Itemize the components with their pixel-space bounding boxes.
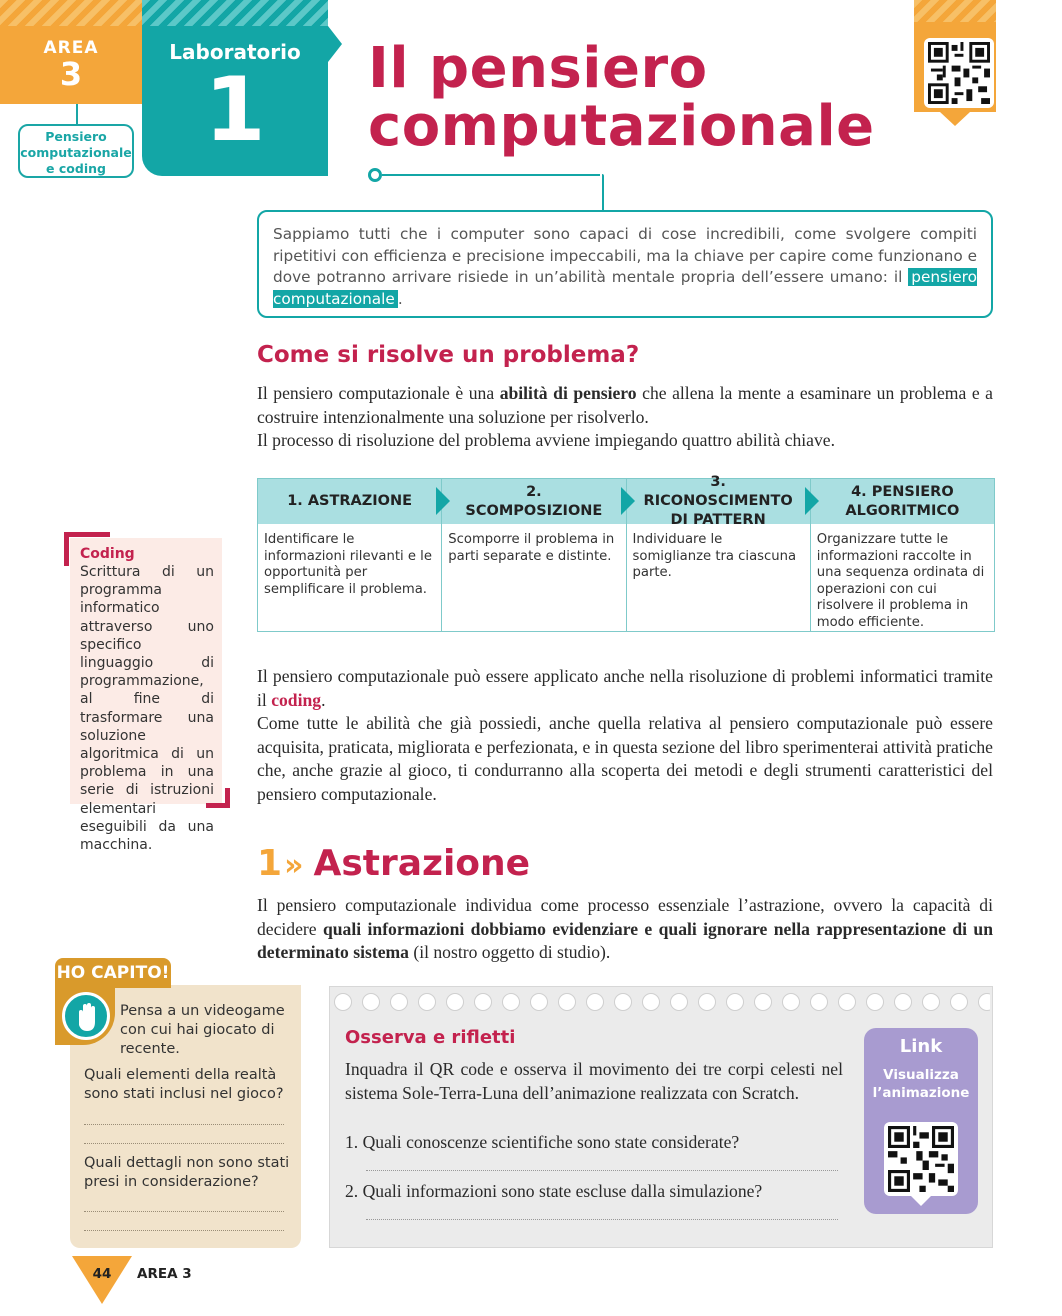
paragraph-1 bbox=[257, 382, 993, 453]
area-connector bbox=[76, 104, 78, 124]
coding-title: Coding bbox=[80, 546, 135, 562]
osserva-text: Inquadra il QR code e osserva il movimento dei tre corpi celesti nel sistema Sole-Terra-Luna dell’animazione realizzata con Scratch. bbox=[345, 1059, 843, 1103]
lab-tab bbox=[142, 0, 328, 176]
intro-end: . bbox=[397, 289, 403, 308]
ho-capito-tab: HO CAPITO! bbox=[55, 958, 171, 988]
p2-text-a: Il pensiero computazionale può essere applicato anche nella risoluzione di problemi informatici tramite il bbox=[257, 666, 993, 710]
p1-bold: abilità di pensiero bbox=[499, 383, 637, 403]
paragraph-3 bbox=[257, 894, 993, 965]
coding-definition-box bbox=[70, 538, 222, 854]
page-title bbox=[368, 36, 928, 159]
qr-badge-pointer bbox=[940, 112, 970, 126]
section-heading-problem: Come si risolve un problema? bbox=[257, 342, 640, 368]
p3-bold: quali informazioni dobbiamo evidenziare e quali ignorare nella rappresentazione di un determinato sistema bbox=[257, 918, 993, 962]
chevron-right-icon bbox=[621, 487, 635, 515]
coding-term: coding bbox=[271, 689, 322, 710]
ho-capito-intro: Pensa a un videogame con cui hai giocato di recente. bbox=[120, 1003, 285, 1057]
osserva-question-2: 2. Quali informazioni sono state escluse dalla simulazione? bbox=[345, 1181, 763, 1201]
step-text: Individuare le somiglianze tra ciascuna parte. bbox=[632, 532, 797, 580]
area-number: 3 bbox=[59, 55, 83, 93]
chevron-right-icon bbox=[805, 487, 819, 515]
area-tab bbox=[0, 0, 142, 104]
intro-highlight: pensiero computazionale bbox=[273, 268, 977, 308]
notebook-holes bbox=[334, 993, 990, 1015]
steps-table bbox=[257, 474, 995, 632]
step-title: 4. PENSIERO ALGORITMICO bbox=[811, 479, 994, 524]
step-text: Identificare le informazioni rilevanti e le opportunità per semplificare il problema. bbox=[264, 532, 432, 597]
section-title: Astrazione bbox=[313, 843, 531, 884]
step-text: Scomporre il problema in parti separate e distinte. bbox=[448, 532, 615, 564]
link-title: Link bbox=[899, 1036, 943, 1057]
link-subtitle: Visualizza l’animazione bbox=[872, 1067, 970, 1101]
answer-line[interactable] bbox=[84, 1230, 284, 1231]
answer-line[interactable] bbox=[366, 1219, 838, 1220]
corner-mark bbox=[225, 788, 230, 808]
title-line-2: computazionale bbox=[368, 94, 875, 159]
connector-dot bbox=[368, 168, 382, 182]
answer-line[interactable] bbox=[84, 1124, 284, 1125]
qr-badge bbox=[914, 0, 996, 112]
answer-line[interactable] bbox=[84, 1211, 284, 1212]
area-subtitle: Pensiero computazionale e coding bbox=[18, 124, 134, 178]
intro-text: Sappiamo tutti che i computer sono capaci di cose incredibili, come svolgere compiti ripetitivi con efficienza e precisione impeccabili, ma la chiave per capire come funzionano e dove potranno arrivare risiede in un’abilità mentale propria dell’essere umano: il bbox=[273, 225, 977, 286]
lab-label: Laboratorio bbox=[169, 40, 301, 64]
link-card[interactable] bbox=[864, 1028, 978, 1214]
step-title: 1. ASTRAZIONE bbox=[258, 479, 441, 524]
hand-icon bbox=[62, 992, 110, 1040]
chevron-right-icon: » bbox=[284, 848, 304, 883]
step-2 bbox=[442, 479, 626, 631]
osserva-title: Osserva e rifletti bbox=[345, 1027, 516, 1048]
section-heading-astrazione bbox=[257, 842, 530, 888]
step-3 bbox=[627, 474, 811, 631]
p3-text-b: (il nostro oggetto di studio). bbox=[408, 942, 611, 962]
qr-code-icon[interactable] bbox=[884, 1122, 958, 1196]
answer-line[interactable] bbox=[84, 1143, 284, 1144]
p3-text-a: Il pensiero computazionale individua come processo essenziale l’astrazione, ovvero la capacità di decidere bbox=[257, 895, 993, 939]
p2-text-b: . bbox=[321, 689, 326, 710]
section-number: 1 bbox=[257, 843, 283, 884]
qr-pointer bbox=[911, 1196, 931, 1206]
area-label: AREA bbox=[43, 38, 99, 58]
lab-notch bbox=[328, 26, 342, 62]
coding-text: Scrittura di un programma informatico attraverso uno specifico linguaggio di programmazione, al fine di trasformare una soluzione algoritmica di un problema in una serie di istruzioni elementari eseguibili da una macchina. bbox=[80, 564, 214, 854]
page-number: 44 bbox=[92, 1266, 112, 1282]
corner-mark bbox=[64, 532, 110, 537]
title-line-1: Il pensiero bbox=[368, 36, 708, 101]
osserva-question-1: 1. Quali conoscenze scientifiche sono state considerate? bbox=[345, 1132, 740, 1152]
p1-text-b: che allena la mente a esaminare un problema e a costruire intenzionalmente una soluzione per risolverlo. bbox=[257, 383, 993, 427]
step-text: Organizzare tutte le informazioni raccolte in una sequenza ordinata di operazioni con cui risolvere il problema in modo efficiente. bbox=[816, 532, 985, 630]
ho-capito-question-1: Quali elementi della realtà sono stati inclusi nel gioco? bbox=[84, 1067, 284, 1102]
lab-number: 1 bbox=[204, 58, 266, 161]
p1-text-c: Il processo di risoluzione del problema avviene impiegando quattro abilità chiave. bbox=[257, 430, 835, 450]
chevron-right-icon bbox=[436, 487, 450, 515]
connector-line bbox=[382, 174, 600, 176]
p1-text-a: Il pensiero computazionale è una bbox=[257, 383, 500, 403]
step-1 bbox=[258, 479, 442, 631]
step-4 bbox=[811, 479, 994, 631]
answer-line[interactable] bbox=[366, 1170, 838, 1171]
paragraph-2 bbox=[257, 665, 993, 806]
qr-code-icon[interactable] bbox=[924, 38, 994, 108]
step-title: 3. RICONOSCIMENTO DI PATTERN bbox=[627, 479, 810, 524]
footer-area-label: AREA 3 bbox=[137, 1266, 192, 1282]
p2-text-c: Come tutte le abilità che già possiedi, anche quella relativa al pensiero computazionale può essere acquisita, praticata, migliorata e perfezionata, e in questa sezione del libro sperimenterai attività pratiche che, anche grazie al gioco, ti condurranno alla scoperta dei metodi e degli strumenti caratteristici del pensiero computazionale. bbox=[257, 713, 993, 804]
ho-capito-question-2: Quali dettagli non sono stati presi in considerazione? bbox=[84, 1155, 290, 1190]
intro-box bbox=[257, 210, 993, 318]
corner-mark bbox=[64, 532, 69, 566]
connector-line-vertical bbox=[602, 174, 604, 210]
step-title: 2. SCOMPOSIZIONE bbox=[442, 479, 625, 524]
